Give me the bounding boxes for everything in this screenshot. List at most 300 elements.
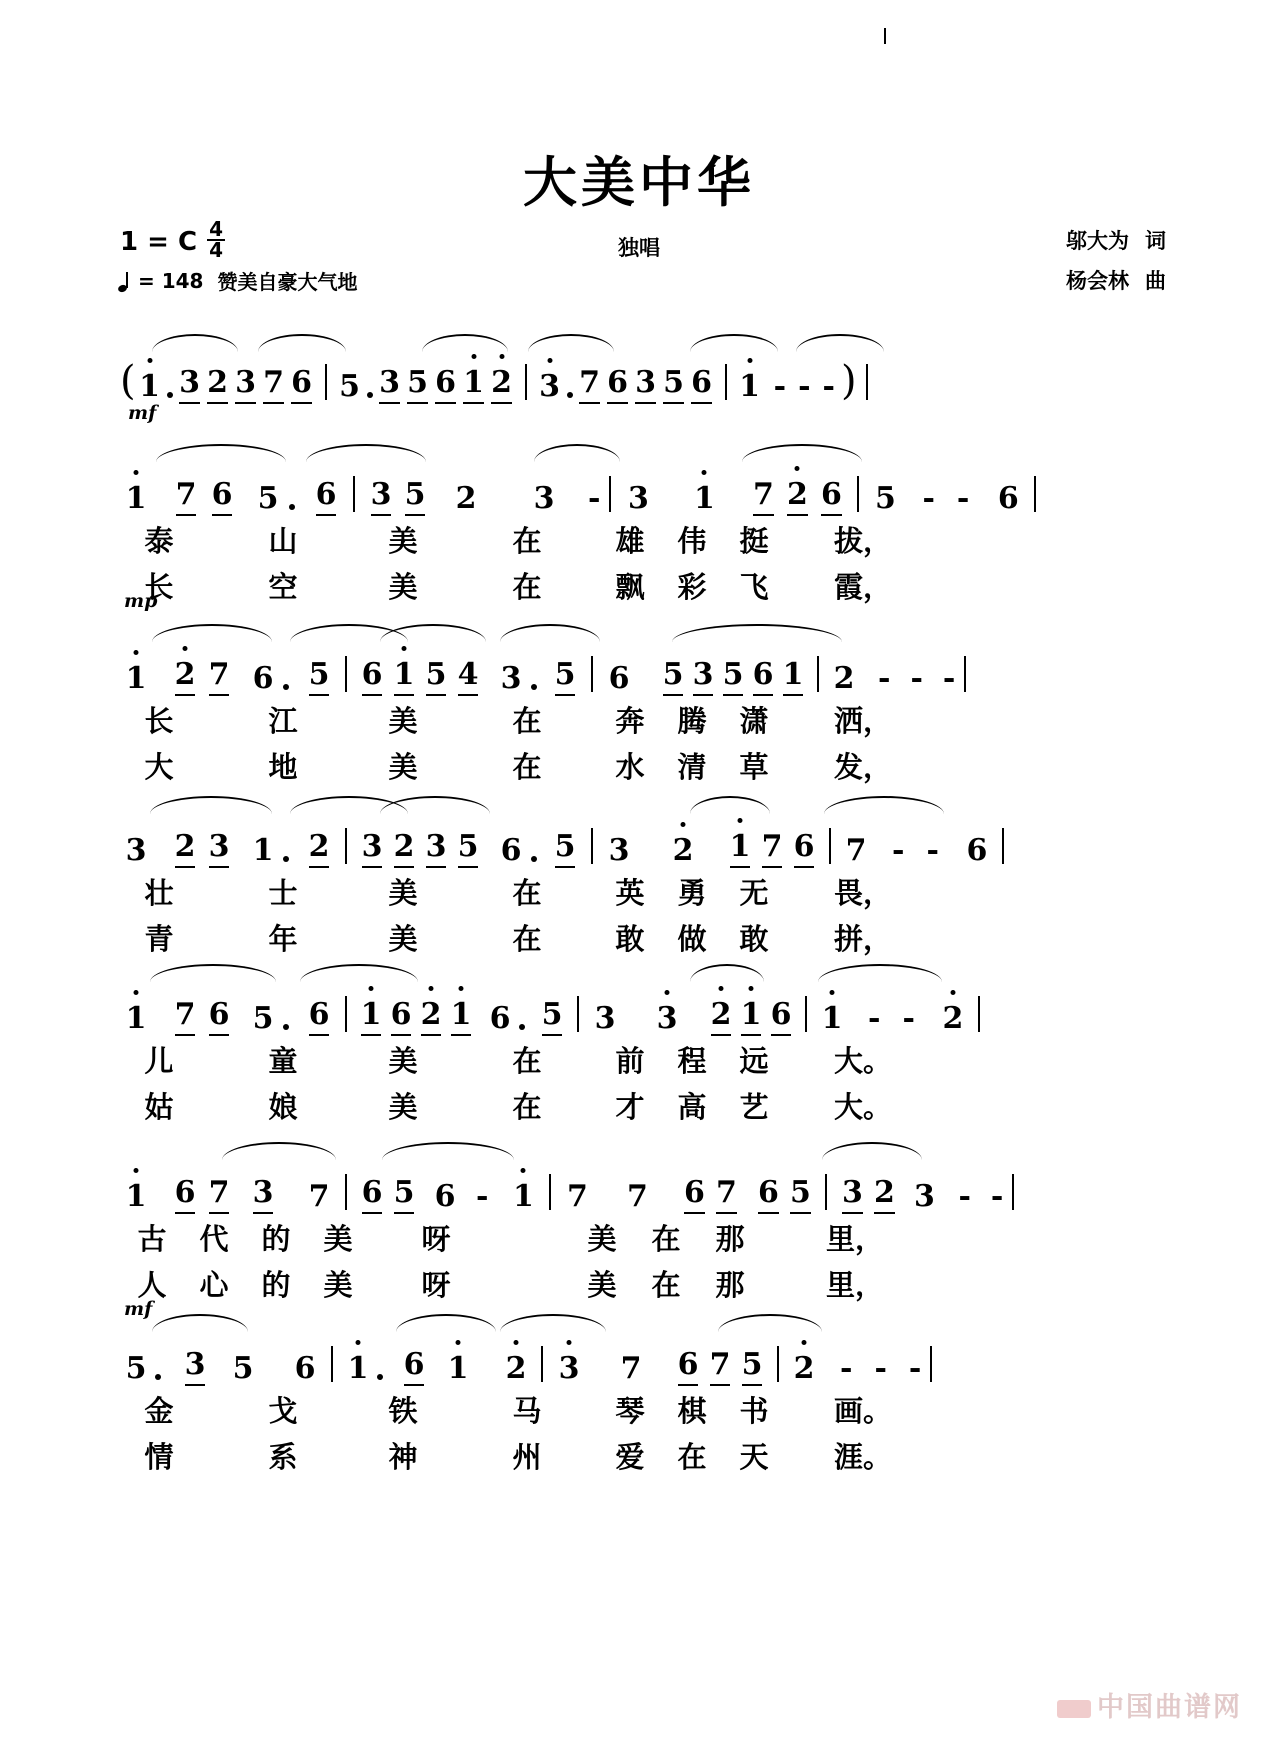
slur bbox=[306, 444, 426, 462]
duration-dot bbox=[519, 1024, 525, 1030]
dynamic-marking: mf bbox=[128, 402, 157, 424]
lyric-syllable: 琴 bbox=[615, 1393, 645, 1428]
system-2 bbox=[0, 640, 1278, 788]
duration-dot bbox=[531, 684, 537, 690]
lyric-syllable: 腾 bbox=[677, 703, 707, 738]
lyrics-verse-1 bbox=[0, 696, 1278, 742]
note: 5 bbox=[784, 1175, 816, 1214]
tempo-value: = 148 bbox=[138, 268, 204, 293]
slur bbox=[672, 624, 842, 642]
lyric-syllable: 在 bbox=[512, 569, 542, 604]
barline bbox=[549, 1174, 551, 1210]
note: 5 bbox=[536, 997, 568, 1036]
note: 3 bbox=[364, 477, 398, 516]
system-5 bbox=[0, 1158, 1278, 1320]
watermark-logo-icon bbox=[1057, 1700, 1091, 1718]
notation-row bbox=[0, 348, 1278, 404]
lyric-syllable: 青 bbox=[144, 921, 174, 956]
lyric-syllable: 情 bbox=[144, 1439, 174, 1474]
note: 3 bbox=[608, 833, 630, 868]
slur bbox=[150, 964, 276, 982]
expression-marking: 赞美自豪大气地 bbox=[217, 270, 358, 294]
lyric-syllable: 飘 bbox=[615, 569, 645, 604]
lyric-syllable: 在 bbox=[512, 703, 542, 738]
note: 2 bbox=[706, 997, 736, 1036]
tempo-marking bbox=[118, 266, 357, 295]
lyrics-verse-1 bbox=[0, 1036, 1278, 1082]
lyric-syllable: 棋 bbox=[677, 1393, 707, 1428]
lyric-syllable: 霞， bbox=[833, 569, 892, 604]
note: 2 bbox=[388, 829, 420, 868]
note: 7 bbox=[704, 1347, 736, 1386]
note: 3 bbox=[594, 1001, 616, 1036]
slur bbox=[152, 624, 272, 642]
note: 6 bbox=[489, 1001, 511, 1036]
note: 5 bbox=[875, 481, 896, 516]
note: 6 bbox=[966, 833, 988, 868]
note: 5 bbox=[339, 369, 361, 404]
note: 7 bbox=[308, 1179, 330, 1214]
lyrics-verse-2 bbox=[0, 562, 1278, 608]
slur bbox=[380, 624, 486, 642]
page-title: 大美中华 bbox=[523, 151, 755, 214]
note: 3 bbox=[656, 1001, 678, 1036]
lyric-syllable: 拼， bbox=[833, 921, 892, 956]
hold-dash: - bbox=[956, 481, 970, 516]
note: 6 bbox=[356, 657, 388, 696]
lyricist bbox=[1066, 222, 1166, 262]
note: 6 bbox=[434, 1179, 456, 1214]
note: 5 bbox=[548, 829, 582, 868]
lyric-syllable: 呀 bbox=[421, 1267, 451, 1302]
lyric-syllable: 空 bbox=[268, 569, 298, 604]
note: 3 bbox=[632, 365, 660, 404]
lyric-syllable: 前 bbox=[615, 1043, 645, 1078]
note: 1 bbox=[356, 997, 386, 1036]
lyric-syllable: 美 bbox=[587, 1221, 617, 1256]
slur bbox=[258, 334, 346, 352]
slur bbox=[150, 796, 272, 814]
dynamic-marking: mp bbox=[124, 590, 158, 612]
lyric-syllable: 在 bbox=[512, 875, 542, 910]
hold-dash: - bbox=[874, 1351, 887, 1386]
note: 2 bbox=[868, 1175, 900, 1214]
page-tick-mark bbox=[884, 28, 886, 44]
barline bbox=[345, 996, 347, 1032]
system-6 bbox=[0, 1330, 1278, 1478]
lyric-syllable: 长 bbox=[144, 703, 174, 738]
lyric-syllable: 洒， bbox=[833, 703, 892, 738]
lyric-syllable: 画。 bbox=[833, 1393, 892, 1428]
hold-dash: - bbox=[926, 833, 939, 868]
barline bbox=[591, 828, 593, 864]
hold-dash: - bbox=[773, 369, 787, 404]
note: 1 bbox=[736, 997, 766, 1036]
note: 5 bbox=[718, 657, 748, 696]
system-1 bbox=[0, 460, 1278, 612]
lyric-syllable: 美 bbox=[323, 1267, 353, 1302]
lyric-syllable: 天 bbox=[739, 1439, 769, 1474]
lyric-syllable: 系 bbox=[268, 1439, 298, 1474]
slur bbox=[382, 1142, 514, 1160]
duration-dot bbox=[531, 856, 537, 862]
note: 1 bbox=[513, 1179, 534, 1214]
slur bbox=[690, 964, 764, 982]
note: 2 bbox=[942, 1001, 964, 1036]
slur bbox=[152, 334, 238, 352]
note: 3 bbox=[533, 481, 555, 516]
lyric-syllable: 勇 bbox=[677, 875, 707, 910]
duration-dot bbox=[283, 856, 289, 862]
watermark bbox=[1057, 1685, 1242, 1724]
note: 5 bbox=[658, 657, 688, 696]
note: 1 bbox=[739, 369, 761, 404]
lyrics-verse-2 bbox=[0, 1082, 1278, 1128]
note: 2 bbox=[168, 657, 202, 696]
barline bbox=[930, 1346, 932, 1382]
lyric-syllable: 姑 bbox=[144, 1089, 174, 1124]
note: 6 bbox=[688, 365, 716, 404]
lyrics-verse-2 bbox=[0, 742, 1278, 788]
hold-dash: - bbox=[878, 661, 891, 696]
note: 3 bbox=[420, 829, 452, 868]
lyric-syllable: 大。 bbox=[833, 1089, 892, 1124]
lyric-syllable: 大。 bbox=[833, 1043, 892, 1078]
lyric-syllable: 美 bbox=[388, 921, 418, 956]
slur bbox=[534, 444, 620, 462]
note: 1 bbox=[347, 1351, 369, 1386]
notation-row bbox=[0, 812, 1278, 868]
note: 1 bbox=[778, 657, 808, 696]
note: 2 bbox=[302, 829, 336, 868]
slur bbox=[156, 444, 286, 462]
slur bbox=[796, 334, 884, 352]
note: 2 bbox=[833, 661, 855, 696]
note: 5 bbox=[660, 365, 688, 404]
slur bbox=[500, 624, 600, 642]
time-signature-denominator: 4 bbox=[209, 238, 223, 262]
note: 6 bbox=[302, 997, 336, 1036]
note: 6 bbox=[788, 829, 820, 868]
note: 3 bbox=[232, 365, 260, 404]
lyrics-verse-2 bbox=[0, 914, 1278, 960]
note: 6 bbox=[308, 477, 344, 516]
intro-open-paren: ( bbox=[120, 358, 136, 404]
lyric-syllable: 才 bbox=[615, 1089, 645, 1124]
lyric-syllable: 代 bbox=[199, 1221, 229, 1256]
system-4 bbox=[0, 980, 1278, 1128]
lyric-syllable: 山 bbox=[268, 523, 298, 558]
note: 1 bbox=[694, 481, 715, 516]
note: 6 bbox=[168, 1175, 202, 1214]
lyric-syllable: 美 bbox=[388, 703, 418, 738]
lyric-syllable: 敢 bbox=[615, 921, 645, 956]
intro-close-paren: ) bbox=[840, 358, 857, 404]
slur bbox=[222, 1142, 336, 1160]
note: 3 bbox=[500, 661, 522, 696]
barline bbox=[805, 996, 807, 1032]
note: 2 bbox=[780, 477, 814, 516]
lyric-syllable: 美 bbox=[323, 1221, 353, 1256]
note: 1 bbox=[447, 1351, 469, 1386]
lyrics-verse-1 bbox=[0, 1214, 1278, 1260]
lyric-syllable: 做 bbox=[677, 921, 707, 956]
lyric-syllable: 艺 bbox=[739, 1089, 769, 1124]
lyric-syllable: 古 bbox=[137, 1221, 167, 1256]
note: 5 bbox=[420, 657, 452, 696]
time-signature bbox=[207, 217, 225, 262]
note: 5 bbox=[257, 481, 279, 516]
hold-dash: - bbox=[990, 1179, 1004, 1214]
barline bbox=[541, 1346, 543, 1382]
duration-dot bbox=[283, 1024, 289, 1030]
note: 3 bbox=[914, 1179, 935, 1214]
lyric-syllable: 在 bbox=[512, 921, 542, 956]
key-signature bbox=[120, 217, 225, 262]
lyric-syllable: 年 bbox=[268, 921, 298, 956]
barline bbox=[1012, 1174, 1014, 1210]
note: 3 bbox=[202, 829, 236, 868]
barline bbox=[978, 996, 980, 1032]
slur bbox=[152, 1314, 248, 1332]
slur bbox=[818, 964, 942, 982]
lyrics-verse-1 bbox=[0, 1386, 1278, 1432]
note: 2 bbox=[793, 1351, 815, 1386]
note: 7 bbox=[845, 833, 867, 868]
time-signature-numerator: 4 bbox=[209, 217, 223, 241]
note: 1 bbox=[388, 657, 420, 696]
composer bbox=[1066, 262, 1166, 302]
barline bbox=[777, 1346, 779, 1382]
lyric-syllable: 英 bbox=[615, 875, 645, 910]
note: 2 bbox=[488, 365, 516, 404]
lyric-syllable: 神 bbox=[388, 1439, 418, 1474]
lyricist-role: 词 bbox=[1145, 229, 1166, 253]
lyric-syllable: 州 bbox=[512, 1439, 542, 1474]
note: 5 bbox=[125, 1351, 147, 1386]
note: 6 bbox=[288, 365, 316, 404]
lyric-syllable: 拔， bbox=[833, 523, 892, 558]
note: 7 bbox=[576, 365, 604, 404]
note: 5 bbox=[404, 365, 432, 404]
lyric-syllable: 飞 bbox=[739, 569, 769, 604]
notation-row bbox=[0, 980, 1278, 1036]
note: 2 bbox=[168, 829, 202, 868]
note: 1 bbox=[125, 1001, 147, 1036]
note: 7 bbox=[756, 829, 788, 868]
lyric-syllable: 金 bbox=[144, 1393, 174, 1428]
lyric-syllable: 在 bbox=[651, 1221, 681, 1256]
slur bbox=[380, 796, 490, 814]
lyric-syllable: 心 bbox=[199, 1267, 229, 1302]
slur bbox=[422, 334, 508, 352]
note: 7 bbox=[260, 365, 288, 404]
barline bbox=[829, 828, 831, 864]
hold-dash: - bbox=[902, 1001, 915, 1036]
note: 3 bbox=[558, 1351, 580, 1386]
lyric-syllable: 儿 bbox=[144, 1043, 174, 1078]
lyric-syllable: 涯。 bbox=[833, 1439, 892, 1474]
quarter-note-icon bbox=[118, 272, 132, 294]
credits bbox=[1066, 222, 1166, 302]
lyric-syllable: 书 bbox=[739, 1393, 769, 1428]
lyric-syllable: 那 bbox=[715, 1267, 745, 1302]
dynamic-marking: mf bbox=[124, 1298, 153, 1320]
lyric-syllable: 的 bbox=[261, 1267, 291, 1302]
notation-row bbox=[0, 1158, 1278, 1214]
duration-dot bbox=[167, 392, 173, 398]
barline bbox=[817, 656, 819, 692]
lyric-syllable: 士 bbox=[268, 875, 298, 910]
note: 6 bbox=[294, 1351, 316, 1386]
note: 3 bbox=[376, 365, 404, 404]
note: 3 bbox=[356, 829, 388, 868]
lyric-syllable: 在 bbox=[512, 1043, 542, 1078]
performance-type: 独唱 bbox=[618, 236, 660, 260]
lyric-syllable: 美 bbox=[388, 1043, 418, 1078]
lyric-syllable: 在 bbox=[677, 1439, 707, 1474]
note: 7 bbox=[202, 1175, 236, 1214]
duration-dot bbox=[283, 684, 289, 690]
hold-dash: - bbox=[922, 481, 935, 516]
note: 6 bbox=[432, 365, 460, 404]
barline bbox=[345, 1174, 347, 1210]
note: 6 bbox=[386, 997, 416, 1036]
notation-row bbox=[0, 1330, 1278, 1386]
duration-dot bbox=[567, 392, 573, 398]
note: 6 bbox=[678, 1175, 710, 1214]
note: 7 bbox=[202, 657, 236, 696]
note: 5 bbox=[232, 1351, 254, 1386]
barline bbox=[1002, 828, 1004, 864]
lyricist-name: 邬大为 bbox=[1066, 229, 1129, 253]
composer-role: 曲 bbox=[1145, 268, 1166, 293]
hold-dash: - bbox=[892, 833, 905, 868]
hold-dash: - bbox=[868, 1001, 881, 1036]
note: 5 bbox=[252, 1001, 274, 1036]
lyric-syllable: 伟 bbox=[677, 523, 707, 558]
hold-dash: - bbox=[798, 369, 811, 404]
lyric-syllable: 大 bbox=[144, 749, 174, 784]
barline bbox=[609, 476, 611, 512]
lyric-syllable: 人 bbox=[137, 1267, 167, 1302]
note: 3 bbox=[628, 481, 649, 516]
note: 1 bbox=[446, 997, 476, 1036]
lyric-syllable: 挺 bbox=[739, 523, 769, 558]
note: 1 bbox=[125, 1179, 147, 1214]
lyric-syllable: 雄 bbox=[615, 523, 645, 558]
barline bbox=[866, 364, 868, 400]
note: 6 bbox=[604, 365, 632, 404]
note: 6 bbox=[204, 477, 240, 516]
notation-row bbox=[0, 640, 1278, 696]
note: 7 bbox=[567, 1179, 588, 1214]
lyric-syllable: 奔 bbox=[615, 703, 645, 738]
note: 1 bbox=[125, 661, 147, 696]
lyric-syllable: 美 bbox=[388, 1089, 418, 1124]
note: 5 bbox=[302, 657, 336, 696]
lyrics-verse-1 bbox=[0, 516, 1278, 562]
note: 1 bbox=[821, 1001, 843, 1036]
barline bbox=[331, 1346, 333, 1382]
lyric-syllable: 江 bbox=[268, 703, 298, 738]
note: 6 bbox=[748, 657, 778, 696]
note: 6 bbox=[814, 477, 848, 516]
system-intro bbox=[0, 348, 1278, 424]
barline bbox=[345, 656, 347, 692]
lyric-syllable: 马 bbox=[512, 1393, 542, 1428]
lyric-syllable: 那 bbox=[715, 1221, 745, 1256]
hold-dash: - bbox=[840, 1351, 853, 1386]
slur bbox=[300, 964, 418, 982]
note: 3 bbox=[176, 365, 204, 404]
note: 7 bbox=[746, 477, 780, 516]
lyric-syllable: 高 bbox=[677, 1089, 707, 1124]
slur bbox=[690, 334, 778, 352]
note: 7 bbox=[710, 1175, 742, 1214]
lyric-syllable: 铁 bbox=[388, 1393, 418, 1428]
lyric-syllable: 草 bbox=[739, 749, 769, 784]
lyric-syllable: 地 bbox=[268, 749, 298, 784]
lyric-syllable: 敢 bbox=[739, 921, 769, 956]
lyric-syllable: 远 bbox=[739, 1043, 769, 1078]
note: 3 bbox=[246, 1175, 280, 1214]
system-3 bbox=[0, 812, 1278, 960]
composer-name: 杨会林 bbox=[1066, 268, 1129, 293]
lyric-syllable: 发， bbox=[833, 749, 892, 784]
note: 2 bbox=[204, 365, 232, 404]
hold-dash: - bbox=[958, 1179, 971, 1214]
lyric-syllable: 娘 bbox=[268, 1089, 298, 1124]
note: 6 bbox=[252, 661, 274, 696]
barline bbox=[964, 656, 966, 692]
note: 2 bbox=[672, 833, 694, 868]
slur bbox=[824, 796, 944, 814]
slur bbox=[822, 1142, 922, 1160]
hold-dash: - bbox=[588, 481, 601, 516]
note: 2 bbox=[416, 997, 446, 1036]
note: 1 bbox=[252, 833, 274, 868]
hold-dash: - bbox=[908, 1351, 922, 1386]
lyrics-verse-2 bbox=[0, 1260, 1278, 1306]
duration-dot bbox=[155, 1374, 161, 1380]
lyric-syllable: 里， bbox=[825, 1221, 884, 1256]
note: 7 bbox=[168, 477, 204, 516]
lyric-syllable: 童 bbox=[268, 1043, 298, 1078]
barline bbox=[725, 364, 727, 400]
note: 5 bbox=[452, 829, 484, 868]
lyric-syllable: 戈 bbox=[268, 1393, 298, 1428]
note: 6 bbox=[202, 997, 236, 1036]
lyric-syllable: 泰 bbox=[144, 523, 174, 558]
note: 1 bbox=[724, 829, 756, 868]
hold-dash: - bbox=[942, 661, 956, 696]
barline bbox=[1034, 476, 1036, 512]
note: 6 bbox=[766, 997, 796, 1036]
lyric-syllable: 的 bbox=[261, 1221, 291, 1256]
barline bbox=[857, 476, 859, 512]
lyric-syllable: 爱 bbox=[615, 1439, 645, 1474]
note: 1 bbox=[460, 365, 488, 404]
note: 6 bbox=[752, 1175, 784, 1214]
slur bbox=[396, 1314, 496, 1332]
note: 3 bbox=[688, 657, 718, 696]
lyric-syllable: 里， bbox=[825, 1267, 884, 1302]
hold-dash: - bbox=[822, 369, 835, 404]
barline bbox=[325, 364, 327, 400]
note: 7 bbox=[168, 997, 202, 1036]
lyric-syllable: 壮 bbox=[144, 875, 174, 910]
